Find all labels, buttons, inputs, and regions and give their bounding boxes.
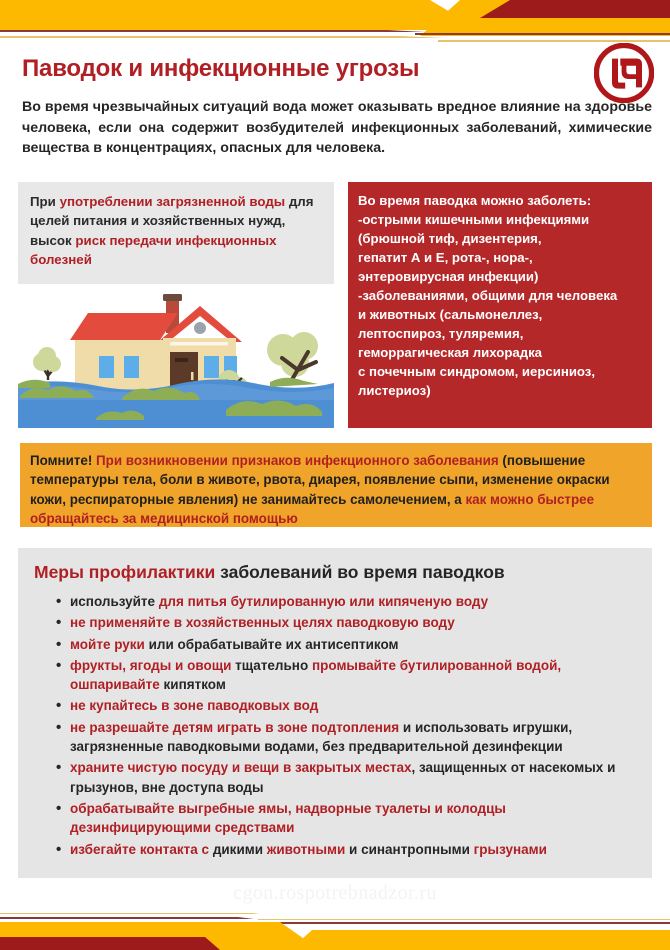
diseases-line: лептоспироз, туляремия, xyxy=(358,326,524,341)
diseases-title-line: Во время паводка можно заболеть: xyxy=(358,193,592,208)
remember-text xyxy=(30,451,642,529)
highlighted-text: промывайте бутилированной водой, ошпаривайте xyxy=(70,657,562,693)
plain-text: , защищенных от насекомых и грызунов, вне доступа воды xyxy=(70,760,616,795)
prevention-list-item xyxy=(56,799,636,838)
prevention-list-item xyxy=(56,758,636,797)
diseases-line: энтеровирусная инфекции) xyxy=(358,269,539,284)
band-red-shape xyxy=(480,0,670,18)
prevention-list-item xyxy=(56,592,636,611)
contaminated-water-text xyxy=(30,192,322,269)
plain-text: заболеваний во время паводков xyxy=(215,562,505,582)
highlighted-text: не разрешайте детям играть в зоне подтопления xyxy=(70,719,400,735)
intro-paragraph: Во время чрезвычайных ситуаций вода может оказывать вредное влияние на здоровье человека, если она содержит возбудителей инфекционных заболеваний, химические вещества в концентрациях, опасных для человека. xyxy=(22,99,652,157)
highlighted-text: не применяйте в хозяйственных целях паводковую воду xyxy=(70,615,455,631)
prevention-list-item xyxy=(56,613,636,632)
remember-callout xyxy=(20,443,652,527)
highlighted-text: фрукты, ягоды и овощи xyxy=(70,657,232,673)
diseases-callout xyxy=(348,182,652,428)
prevention-list-item xyxy=(56,656,636,695)
page-title: Паводок и инфекционные угрозы xyxy=(22,55,420,82)
diseases-line: с почечным синдромом, иерсиниоз, xyxy=(358,364,596,379)
band-maroon-line-bottom-right xyxy=(250,922,670,924)
prevention-list-item xyxy=(56,635,636,654)
highlighted-text: обрабатывайте выгребные ямы, надворные туалеты и колодцы дезинфицирующими средствами xyxy=(70,800,506,836)
organization-logo xyxy=(594,43,654,103)
diseases-line: (брюшной тиф, дизентерия, xyxy=(358,231,542,246)
highlighted-text: храните чистую посуду и вещи в закрытых местах xyxy=(70,760,412,776)
top-decorative-band xyxy=(0,0,670,46)
band-gold-line-right xyxy=(438,40,670,42)
band-maroon-line-right xyxy=(415,33,670,35)
highlighted-text: употреблении загрязненной воды xyxy=(59,194,286,209)
diseases-line: геморрагическая лихорадка xyxy=(358,345,543,360)
prevention-heading xyxy=(34,562,636,583)
diseases-text xyxy=(358,191,642,400)
highlighted-text: При возникновении признаков инфекционного заболевания xyxy=(96,453,499,468)
band-gold-line xyxy=(0,36,670,38)
flooded-house-illustration xyxy=(18,288,334,428)
highlighted-text: для питья бутилированную или кипяченую воду xyxy=(158,594,489,609)
plain-text: и использовать игрушки, загрязненные паводковыми водами, без предварительной дезинфекции xyxy=(70,719,573,755)
highlighted-text: как можно быстрее обращайтесь за медицинской помощью xyxy=(30,491,595,527)
plain-text: для целей питания и хозяйственных нужд, высок xyxy=(30,194,314,248)
highlighted-text: мойте руки xyxy=(70,636,145,652)
prevention-section xyxy=(18,548,652,878)
plain-text: и синантропными xyxy=(345,841,474,857)
prevention-list-item xyxy=(56,696,636,715)
prevention-list xyxy=(34,592,636,859)
band-gold-line-bottom-right xyxy=(258,919,670,921)
plain-text: тщательно xyxy=(231,657,312,673)
diseases-line: гепатит А и Е, рота-, нора-, xyxy=(358,250,533,265)
diseases-line: -заболеваниями, общими для человека xyxy=(358,288,618,303)
band-gold-line-bottom xyxy=(0,913,670,915)
plain-text: кипятком xyxy=(159,677,226,693)
diseases-line: -острыми кишечными инфекциями xyxy=(358,212,590,227)
prevention-list-item xyxy=(56,840,636,859)
highlighted-text: Меры профилактики xyxy=(34,562,216,582)
highlighted-text: грызунами xyxy=(473,841,547,857)
plain-text: используйте xyxy=(70,594,159,609)
highlighted-text: животными xyxy=(266,841,346,857)
prevention-list-item xyxy=(56,718,636,757)
site-watermark: cgon.rospotrebnadzor.ru xyxy=(233,882,437,904)
plain-text: или обрабатывайте их антисептиком xyxy=(144,636,399,652)
band-yellow-shape-bottom-right xyxy=(290,930,670,950)
plain-text: дикими xyxy=(212,841,267,857)
plain-text: (повышение температуры тела, боли в животе, рвота, диарея, появление сыпи, изменение окраски кожи, респираторные явления) не занимайтесь самолечением, а xyxy=(30,453,610,507)
highlighted-text: избегайте контакта с xyxy=(70,841,213,857)
band-red-shape-bottom xyxy=(0,937,220,950)
plain-text: Помните! xyxy=(30,453,97,468)
highlighted-text: не купайтесь в зоне паводковых вод xyxy=(70,698,319,714)
plain-text: При xyxy=(30,194,60,209)
contaminated-water-callout xyxy=(18,182,334,284)
highlighted-text: риск передачи инфекционных болезней xyxy=(30,232,277,267)
diseases-line: и животных (сальмонеллез, xyxy=(358,307,543,322)
bottom-decorative-band xyxy=(0,904,670,950)
diseases-line: листериоз) xyxy=(358,383,431,398)
